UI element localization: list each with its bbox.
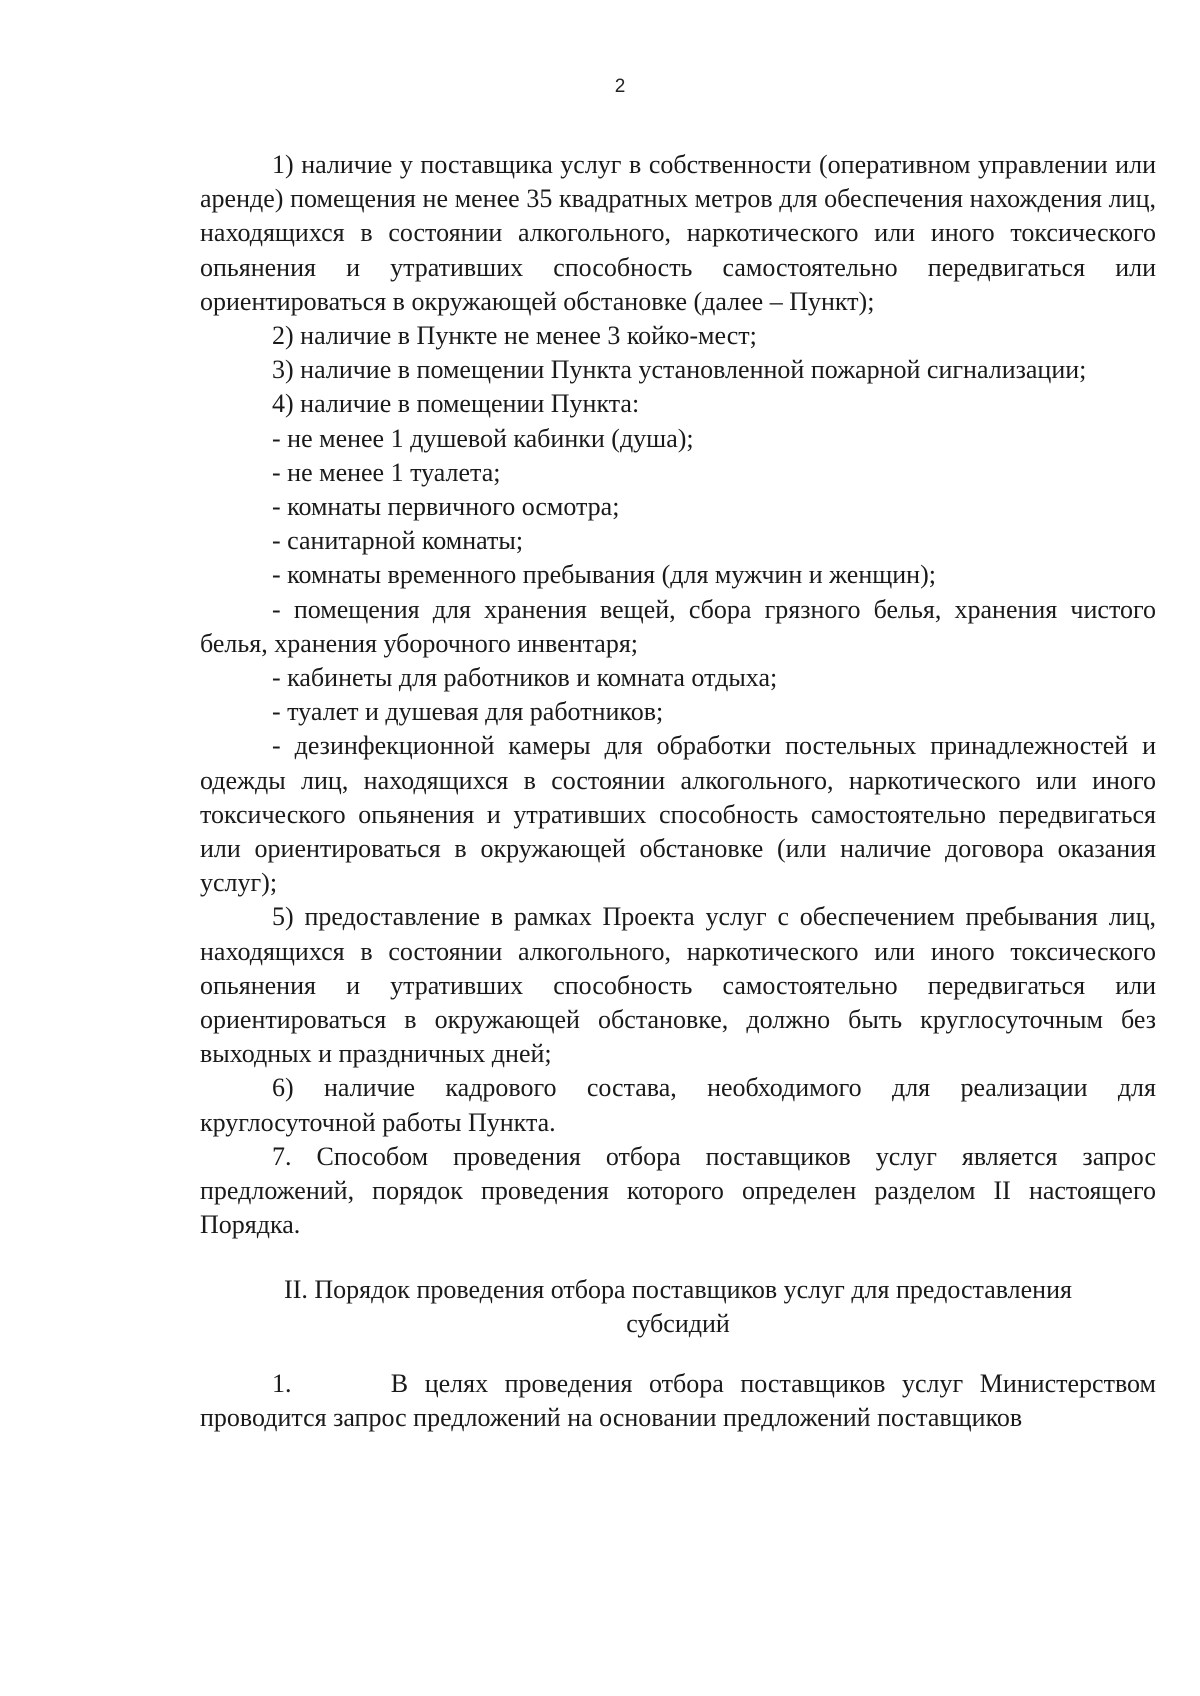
page-number: 2	[614, 76, 626, 97]
section-paragraph-1: 1. В целях проведения отбора поставщиков услуг Министерством проводится запрос предложений на основании предложений поставщиков	[200, 1368, 1163, 1433]
paragraph-item-3: 3) наличие в помещении Пункта установленной пожарной сигнализации;	[272, 355, 1087, 385]
document-body	[200, 148, 1163, 1435]
paragraph-item-1: 1) наличие у поставщика услуг в собственности (оперативном управлении или аренде) помещения не менее 35 квадратных метров для обеспечения нахождения лиц, находящихся в состоянии алкогольного, наркотического или иного токсического опьянения и утративших способность самостоятельно передвигаться или ориентироваться в окружающей обстановке (далее – Пункт);	[200, 150, 1156, 316]
list-item-staff-toilet: - туалет и душевая для работников;	[272, 697, 664, 727]
paragraph-item-5: 5) предоставление в рамках Проекта услуг с обеспечением пребывания лиц, находящихся в состоянии алкогольного, наркотического или иного токсического опьянения и утративших способность самостоятельно передвигаться или ориентироваться в окружающей обстановке, должно быть круглосуточным без выходных и праздничных дней;	[200, 902, 1156, 1069]
list-item-sanitary-room: - санитарной комнаты;	[272, 526, 524, 556]
paragraph-item-4: 4) наличие в помещении Пункта:	[272, 389, 640, 419]
section-heading-line-2: субсидий	[626, 1308, 730, 1338]
list-item-toilet: - не менее 1 туалета;	[272, 457, 501, 487]
list-item-shower: - не менее 1 душевой кабинки (душа);	[272, 423, 694, 453]
list-item-staff-offices: - кабинеты для работников и комната отдыха;	[272, 663, 778, 693]
list-item-disinfection-chamber: - дезинфекционной камеры для обработки постельных принадлежностей и одежды лиц, находящихся в состоянии алкогольного, наркотического или иного токсического опьянения и утративших способность самостоятельно передвигаться или ориентироваться в окружающей обстановке (или наличие договора оказания услуг);	[200, 731, 1156, 898]
list-item-exam-room: - комнаты первичного осмотра;	[272, 492, 620, 522]
section-heading-line-1: II. Порядок проведения отбора поставщиков услуг для предоставления	[284, 1274, 1072, 1304]
list-item-storage-rooms: - помещения для хранения вещей, сбора грязного белья, хранения чистого белья, хранения уборочного инвентаря;	[200, 594, 1156, 658]
list-item-temporary-stay-rooms: - комнаты временного пребывания (для мужчин и женщин);	[272, 560, 936, 590]
paragraph-item-7: 7. Способом проведения отбора поставщиков услуг является запрос предложений, порядок проведения которого определен разделом II настоящего Порядка.	[200, 1141, 1156, 1240]
section-heading	[200, 1273, 1156, 1341]
paragraph-item-2: 2) наличие в Пункте не менее 3 койко-мест;	[272, 321, 757, 351]
paragraph-item-6: 6) наличие кадрового состава, необходимого для реализации для круглосуточной работы Пункта.	[200, 1073, 1156, 1137]
